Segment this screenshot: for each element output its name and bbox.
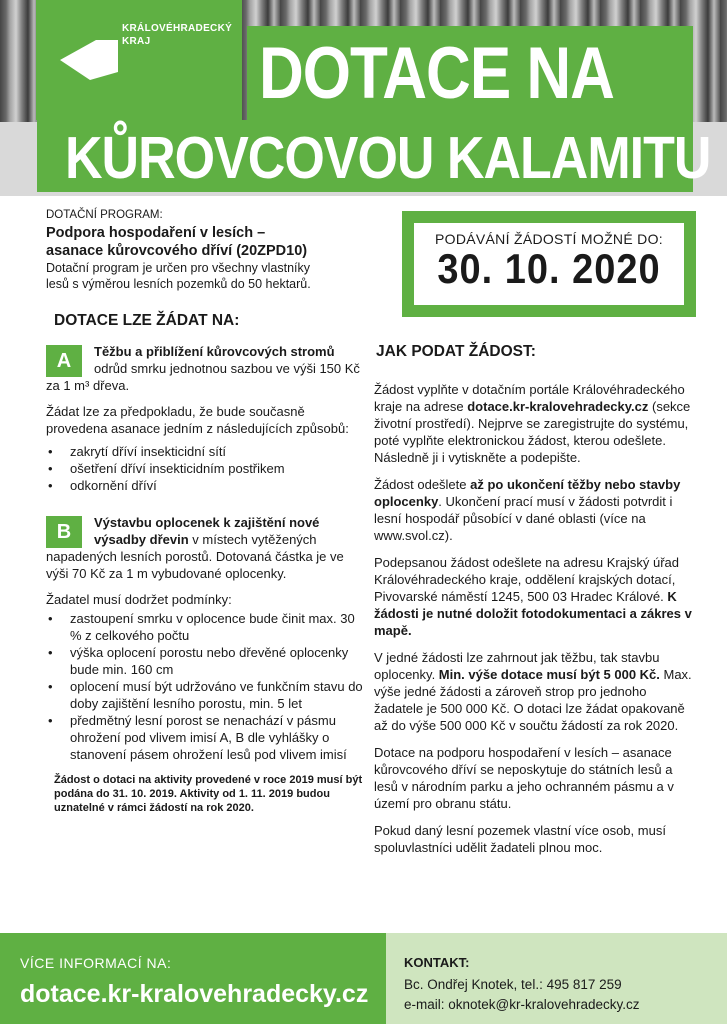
region-logo-icon <box>60 38 120 82</box>
item-a-text: odrůd smrku jednotnou sazbou ve výši 150 Kč za 1 m³ dřeva. <box>46 361 360 393</box>
program-name-line2: asanace kůrovcového dříví (20ZPD10) <box>46 243 308 259</box>
title-top-box <box>247 26 693 122</box>
p4-text: V jedné žádosti lze zahrnout jak těžbu, tak stavbu oplocenky. <box>374 650 660 682</box>
contact-phone: Bc. Ondřej Knotek, tel.: 495 817 259 <box>404 977 622 992</box>
p2-text: Žádost odešlete <box>374 477 471 492</box>
item-a-letter: A <box>46 345 82 377</box>
left-column <box>46 207 366 292</box>
apply-paragraph-2 <box>374 476 694 544</box>
p4-text-end: Max. výše jedné žádosti a zároveň strop pro jednoho žadatele je 500 000 Kč. O dotaci lze žádat opakovaně až do výše 500 000 Kč v součtu žádostí za rok 2020. <box>374 667 692 733</box>
item-a-condition: Žádat lze za předpokladu, že bude současně provedena asanace jedním z následujících způsobů: <box>46 404 349 436</box>
p1-text: Žádost vyplňte v dotačním portále Královéhradeckého kraje na adrese <box>374 382 685 414</box>
apply-paragraph-1 <box>374 381 694 466</box>
list-item: • odkornění dříví <box>46 477 366 494</box>
item-a-methods <box>46 443 366 494</box>
item-a-title: Těžbu a přiblížení kůrovcových stromů <box>94 344 335 359</box>
list-item: • oplocení musí být udržováno ve funkčním stavu do doby zajištění lesního porostu, min. 5 let <box>46 678 366 712</box>
contact-email[interactable]: e-mail: oknotek@kr-kralovehradecky.cz <box>404 997 640 1012</box>
item-b <box>46 514 366 582</box>
apply-paragraph-3 <box>374 554 694 639</box>
right-column <box>374 381 694 856</box>
deadline-note: Žádost o dotaci na aktivity provedené v roce 2019 musí být podána do 31. 10. 2019. Aktivity od 1. 11. 2019 budou uznatelné v rámci žádostí na rok 2020. <box>54 774 363 814</box>
list-item: • ošetření dříví insekticidním postřikem <box>46 460 366 477</box>
apply-paragraph-6: Pokud daný lesní pozemek vlastní více osob, musí spoluvlastníci udělit žadateli plnou moc. <box>374 823 666 855</box>
list-item: • zastoupení smrku v oplocence bude činit max. 30 % z celkového počtu <box>46 610 366 644</box>
apply-paragraph-4 <box>374 649 694 734</box>
deadline-inner <box>414 223 684 305</box>
list-item: • výška oplocení porostu nebo dřevěné oplocenky bude min. 160 cm <box>46 644 366 678</box>
p3-bold: K žádosti je nutné doložit fotodokumentaci a zákres v mapě. <box>374 589 692 638</box>
program-label: DOTAČNÍ PROGRAM: <box>46 209 163 221</box>
region-name-line2: KRAJ <box>122 36 151 47</box>
header-banner <box>0 0 727 196</box>
p4-bold: Min. výše dotace musí být 5 000 Kč. <box>438 667 660 682</box>
page-title-line2: KŮROVCOVOU KALAMITU <box>65 125 711 192</box>
item-b-title: Výstavbu oplocenek k zajištění nové výsadby dřevin <box>94 515 320 547</box>
p3-text: Podepsanou žádost odešlete na adresu Krajský úřad Královéhradeckého kraje, oddělení krajských dotací, Pivovarské náměstí 1245, 500 03 Hradec Králové. <box>374 555 679 604</box>
p2-bold: až po ukončení těžby nebo stavby oplocenky <box>374 477 681 509</box>
page-title-line1: DOTACE NA <box>259 33 614 115</box>
footer-info-url[interactable]: dotace.kr-kralovehradecky.cz <box>20 980 369 1008</box>
p1-text-end: (sekce životní prostředí). Nejprve se zaregistrujte do systému, poté vyplňte elektronickou žádost, kterou odešlete. Následně ji i vytiskněte a podepište. <box>374 399 691 465</box>
deadline-box <box>402 211 696 317</box>
item-b-conditions <box>46 610 366 763</box>
program-description-line2: lesů s výměrou lesních pozemků do 50 hektarů. <box>46 277 311 291</box>
footer-info-label: VÍCE INFORMACÍ NA: <box>20 955 172 971</box>
footer-contact <box>386 933 727 1024</box>
subsidy-list <box>46 343 366 815</box>
region-logo <box>36 0 242 120</box>
apply-paragraph-5: Dotace na podporu hospodaření v lesích – asanace kůrovcového dříví se neposkytuje do státních lesů a lesů v národním parku a jeho ochranném pásmu a v území pro obranu státu. <box>374 745 674 811</box>
item-b-condition: Žadatel musí dodržet podmínky: <box>46 592 232 607</box>
how-to-apply-heading: JAK PODAT ŽÁDOST: <box>376 343 536 360</box>
item-b-text: v místech vytěžených napadených lesních porostů. Dotovaná částka je ve výši 70 Kč za 1 m vybudované oplocenky. <box>46 532 344 581</box>
list-item: • zakrytí dříví insekticidní sítí <box>46 443 366 460</box>
item-b-letter: B <box>46 516 82 548</box>
footer-info <box>0 933 386 1024</box>
deadline-label: PODÁVÁNÍ ŽÁDOSTÍ MOŽNÉ DO: <box>435 231 663 247</box>
program-description-line1: Dotační program je určen pro všechny vlastníky <box>46 261 311 275</box>
list-item: • předmětný lesní porost se nenachází v pásmu ohrožení pod vlivem imisí A, B dle vyhlášky o stanovení pásem ohrožení lesů pod vlivem imisí <box>46 712 366 763</box>
contact-label: KONTAKT: <box>404 955 470 970</box>
title-bottom-box <box>37 120 711 192</box>
deadline-date: 30. 10. 2020 <box>437 246 661 294</box>
p2-text-end: . Ukončení prací musí v žádosti potvrdit i lesní hospodář působící v dané oblasti (více na www.svol.cz). <box>374 494 673 543</box>
program-name-line1: Podpora hospodaření v lesích – <box>46 225 266 241</box>
portal-url: dotace.kr-kralovehradecky.cz <box>467 399 649 414</box>
region-name-line1: KRÁLOVÉHRADECKÝ <box>122 23 233 34</box>
subsidy-heading: DOTACE LZE ŽÁDAT NA: <box>54 312 240 329</box>
item-a <box>46 343 366 394</box>
